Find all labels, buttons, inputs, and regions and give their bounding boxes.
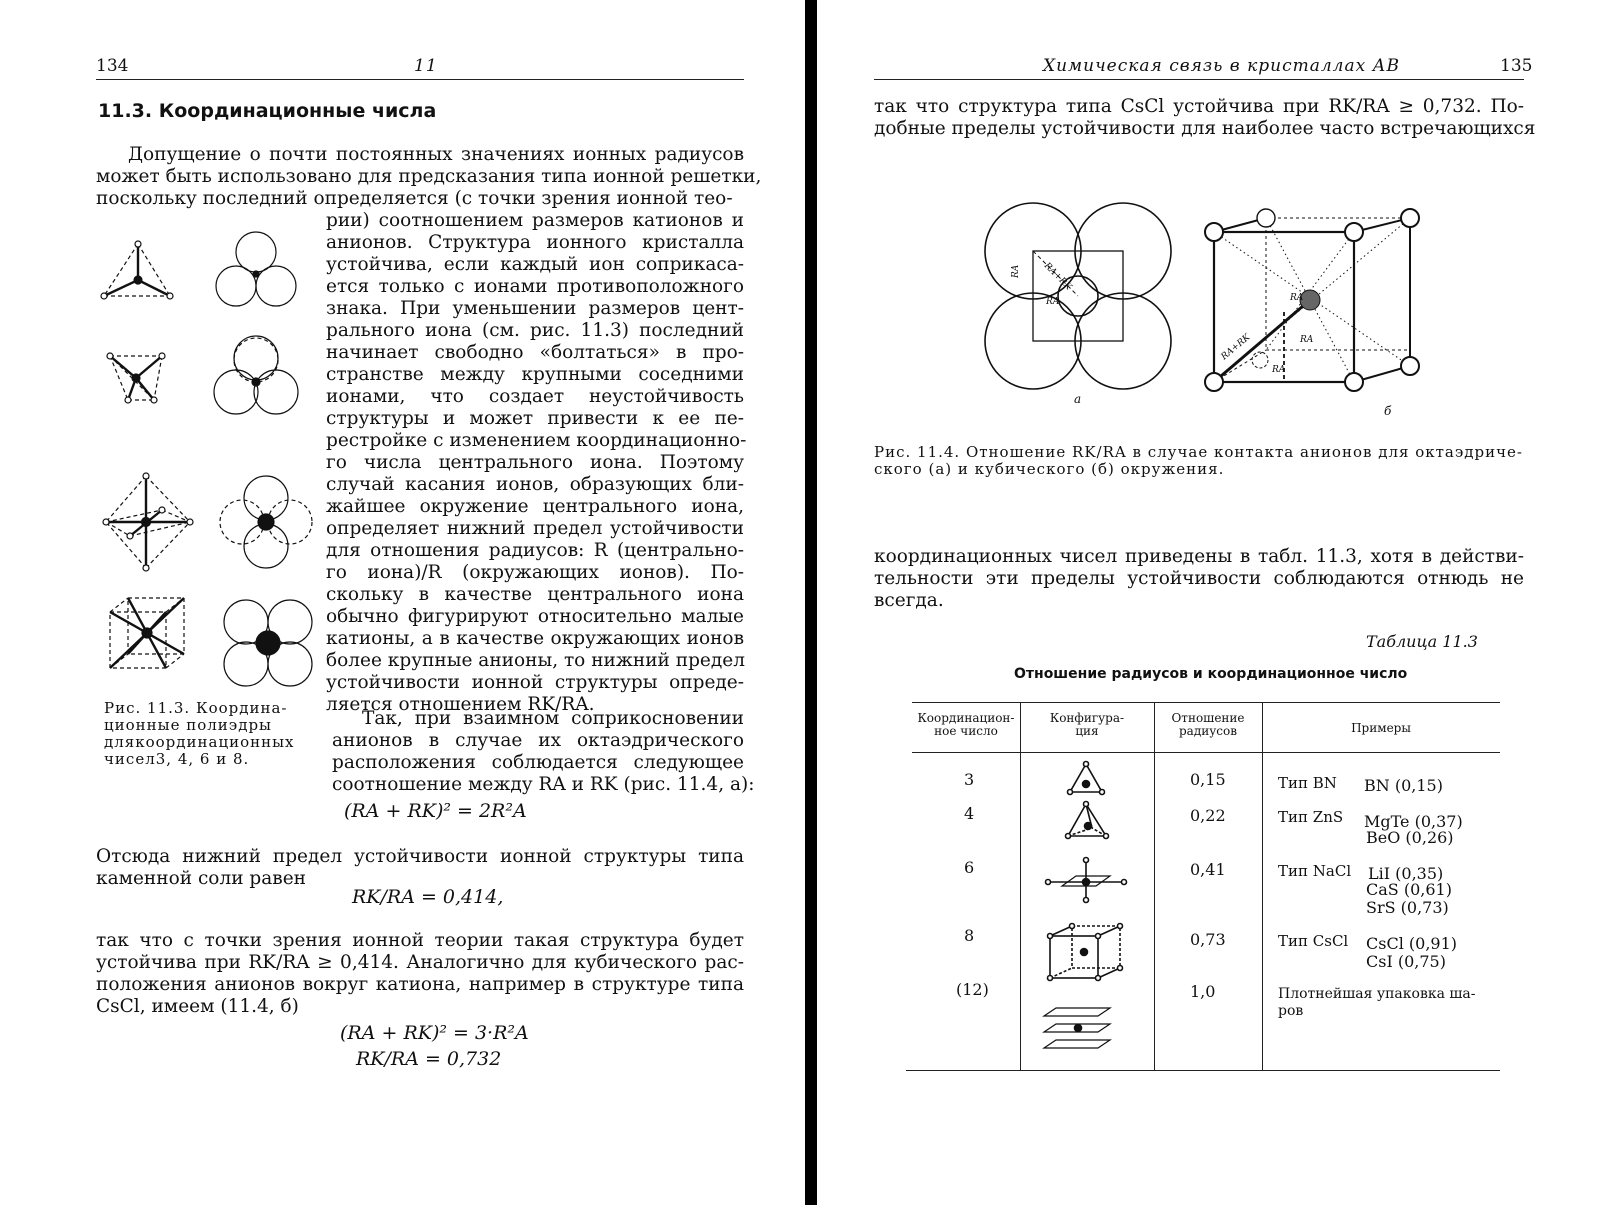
cn6-spheres xyxy=(220,476,312,568)
text-line: случай касания ионов, образующих бли- xyxy=(326,474,744,495)
chapter-number: 11 xyxy=(414,56,438,76)
side-paragraph-2 xyxy=(332,708,755,796)
svg-text:RA+RK: RA+RK xyxy=(1219,332,1253,363)
cell-type: Тип ZnS xyxy=(1278,808,1344,826)
figure-11-4-caption xyxy=(874,444,1524,478)
configuration-icons xyxy=(1038,760,1138,1060)
cell-cn: 4 xyxy=(964,804,975,823)
table-bottom-rule xyxy=(906,1070,1500,1071)
table-label: Таблица 11.3 xyxy=(1366,632,1478,651)
paragraph-rock-salt xyxy=(96,846,744,890)
close-packing-config-icon xyxy=(1044,1008,1110,1048)
text-line: ционные полиэдры для xyxy=(104,716,272,751)
header-configuration: Конфигура- ция xyxy=(1049,711,1125,738)
book-spine xyxy=(805,0,817,1205)
cell-ratio: 0,41 xyxy=(1190,860,1226,879)
text-line: знака. При уменьшении размеров цент- xyxy=(326,298,744,319)
side-paragraph xyxy=(326,210,747,716)
text-line: так что с точки зрения ионной теории такая структура будет xyxy=(96,930,744,951)
intro-paragraph xyxy=(96,144,762,210)
cn4-spheres xyxy=(214,336,298,414)
cell-type: Тип CsCl xyxy=(1278,932,1349,950)
cn8-spheres xyxy=(224,600,312,686)
header-rule xyxy=(874,79,1524,80)
figure-11-4a-octahedral xyxy=(978,196,1178,396)
table-col-divider xyxy=(1020,702,1021,1070)
svg-text:RA: RA xyxy=(1046,297,1060,307)
text-line: 3, 4, 6 и 8. xyxy=(155,750,250,768)
text-line: катионы, а в качестве окружающих ионов xyxy=(326,628,744,649)
cell-type: Плотнейшая упаковка ша- ров xyxy=(1278,986,1476,1019)
text-line: анионов в случае их октаэдрического xyxy=(332,730,744,751)
text-line: го числа центрального иона. Поэтому xyxy=(326,452,744,473)
cell-type: Тип BN xyxy=(1278,774,1337,792)
cell-example: MgTe (0,37) xyxy=(1364,812,1463,831)
paragraph-coordination-numbers xyxy=(874,546,1524,612)
text-line: так что структура типа CsCl устойчива при RK/RA ≥ 0,732. По- xyxy=(874,96,1524,117)
text-line: Допущение о почти постоянных значениях ионных радиусов xyxy=(128,144,744,165)
cell-ratio: 0,22 xyxy=(1190,806,1226,825)
cn4-polyhedron xyxy=(107,353,165,403)
svg-text:RA: RA xyxy=(1300,335,1314,345)
formula-limit-0732: RK/RA = 0,732 xyxy=(356,1048,502,1070)
cn8-polyhedron xyxy=(110,598,184,668)
page-number: 135 xyxy=(1500,56,1533,76)
text-line: Рис. 11.3. Координа- xyxy=(104,699,288,717)
running-head: Химическая связь в кристаллах АВ xyxy=(1043,56,1401,76)
cell-ratio: 1,0 xyxy=(1190,982,1216,1001)
cn6-polyhedron xyxy=(103,473,193,571)
svg-text:RA+RK: RA+RK xyxy=(1041,261,1074,293)
table-title: Отношение радиусов и координационное число xyxy=(1014,666,1408,682)
header-examples: Примеры xyxy=(1351,721,1411,735)
text-line: анионов. Структура ионного кристалла xyxy=(326,232,744,253)
text-line: всегда. xyxy=(874,590,944,611)
cube-config-icon xyxy=(1048,924,1123,981)
table-top-rule xyxy=(912,702,1500,703)
cell-example: CaS (0,61) xyxy=(1366,880,1452,899)
text-line: устойчива при RK/RA ≥ 0,414. Аналогично для кубического рас- xyxy=(96,952,744,973)
octahedron-config-icon xyxy=(1046,858,1127,903)
cell-ratio: 0,73 xyxy=(1190,930,1226,949)
text-line: тельности эти пределы устойчивости соблюдаются отнюдь не xyxy=(874,568,1524,589)
text-line: определяет нижний предел устойчивости xyxy=(326,518,744,539)
svg-text:RA: RA xyxy=(1011,264,1021,278)
text-line: странстве между крупными соседними xyxy=(326,364,744,385)
text-line: рального иона (см. рис. 11.3) последний xyxy=(326,320,744,341)
cell-cn: 6 xyxy=(964,858,975,877)
text-line: Так, при взаимном соприкосновении xyxy=(362,708,744,729)
tetrahedron-config-icon xyxy=(1066,802,1109,839)
table-header-rule xyxy=(912,752,1500,753)
text-line: ется только с ионами противоположного xyxy=(326,276,744,297)
text-line: добные пределы устойчивости для наиболее часто встречающихся xyxy=(874,118,1536,139)
text-line: координационных чисел xyxy=(104,733,295,768)
text-line: координационных чисел приведены в табл. 11.3, хотя в действи- xyxy=(874,546,1524,567)
text-line: расположения соблюдается следующее xyxy=(332,752,744,773)
text-line: рестройке с изменением координационно- xyxy=(326,430,747,451)
cell-example: SrS (0,73) xyxy=(1366,898,1449,917)
cell-example: CsI (0,75) xyxy=(1366,952,1446,971)
formula-limit-0414: RK/RA = 0,414, xyxy=(352,886,504,908)
text-line: начинает свободно «болтаться» в про- xyxy=(326,342,744,363)
cn3-polyhedron xyxy=(101,241,173,299)
cell-cn: 3 xyxy=(964,770,975,789)
text-line: Рис. 11.4. Отношение RK/RA в случае контакта анионов для октаэдриче- xyxy=(874,443,1523,461)
figure-sublabel-b: б xyxy=(1384,404,1392,418)
cell-example: CsCl (0,91) xyxy=(1366,934,1458,953)
figure-11-4b-cubic xyxy=(1188,200,1428,400)
header-rule xyxy=(96,79,744,80)
text-line: Отсюда нижний предел устойчивости ионной структуры типа xyxy=(96,846,744,867)
text-line: каменной соли равен xyxy=(96,868,306,889)
cell-ratio: 0,15 xyxy=(1190,770,1226,789)
cell-cn: (12) xyxy=(956,980,989,999)
table-col-divider xyxy=(1262,702,1263,1070)
cell-cn: 8 xyxy=(964,926,975,945)
text-line: обычно фигурируют относительно малые xyxy=(326,606,744,627)
figure-sublabel-a: а xyxy=(1074,392,1082,406)
cell-example: BeO (0,26) xyxy=(1366,828,1454,847)
figure-11-3-caption xyxy=(104,700,314,768)
text-line: структуры и может привести к ее пе- xyxy=(326,408,744,429)
text-line: для отношения радиусов: R (центрально- xyxy=(326,540,744,561)
cell-example: BN (0,15) xyxy=(1364,776,1443,795)
formula-cubic: (RA + RK)² = 3·R²A xyxy=(340,1022,529,1044)
header-radius-ratio: Отношение радиусов xyxy=(1171,711,1245,738)
text-line: поскольку последний определяется (с точки зрения ионной тео- xyxy=(96,188,733,209)
text-line: устойчива, если каждый ион соприкаса- xyxy=(326,254,744,275)
text-line: может быть использовано для предсказания типа ионной решетки, xyxy=(96,166,762,187)
text-line: рии) соотношением размеров катионов и xyxy=(326,210,744,231)
svg-text:RA: RA xyxy=(1290,293,1304,303)
text-line: го иона)/R (окружающих ионов). По- xyxy=(326,562,744,583)
figure-11-3-polyhedra xyxy=(96,228,324,692)
text-line: ляется отношением RK/RA. xyxy=(326,694,595,715)
text-line: ского (а) и кубического (б) окружения. xyxy=(874,460,1225,478)
text-line: более крупные анионы, то нижний предел xyxy=(326,650,745,671)
cell-example: LiI (0,35) xyxy=(1368,864,1444,883)
text-line: соотношение между RA и RK (рис. 11.4, а): xyxy=(332,774,755,795)
page-number: 134 xyxy=(96,56,129,76)
section-title: 11.3. Координационные числа xyxy=(98,100,437,122)
cell-type: Тип NaCl xyxy=(1278,862,1352,880)
paragraph-cscl-stability xyxy=(874,96,1536,140)
right-page xyxy=(818,0,1600,1205)
text-line: скольку в качестве центрального иона xyxy=(326,584,744,605)
text-line: устойчивости ионной структуры опреде- xyxy=(326,672,744,693)
formula-octahedral: (RA + RK)² = 2R²A xyxy=(344,800,527,822)
triangle-config-icon xyxy=(1068,762,1105,795)
text-line: CsCl, имеем (11.4, б) xyxy=(96,996,299,1017)
paragraph-cubic xyxy=(96,930,744,1018)
text-line: положения анионов вокруг катиона, например в структуре типа xyxy=(96,974,744,995)
svg-text:RA: RA xyxy=(1272,365,1286,375)
table-col-divider xyxy=(1154,702,1155,1070)
cn3-spheres xyxy=(216,232,296,306)
text-line: ионами, что создает неустойчивость xyxy=(326,386,744,407)
text-line: жайшее окружение центрального иона, xyxy=(326,496,744,517)
header-coordination-number: Координацион- ное число xyxy=(917,711,1015,738)
